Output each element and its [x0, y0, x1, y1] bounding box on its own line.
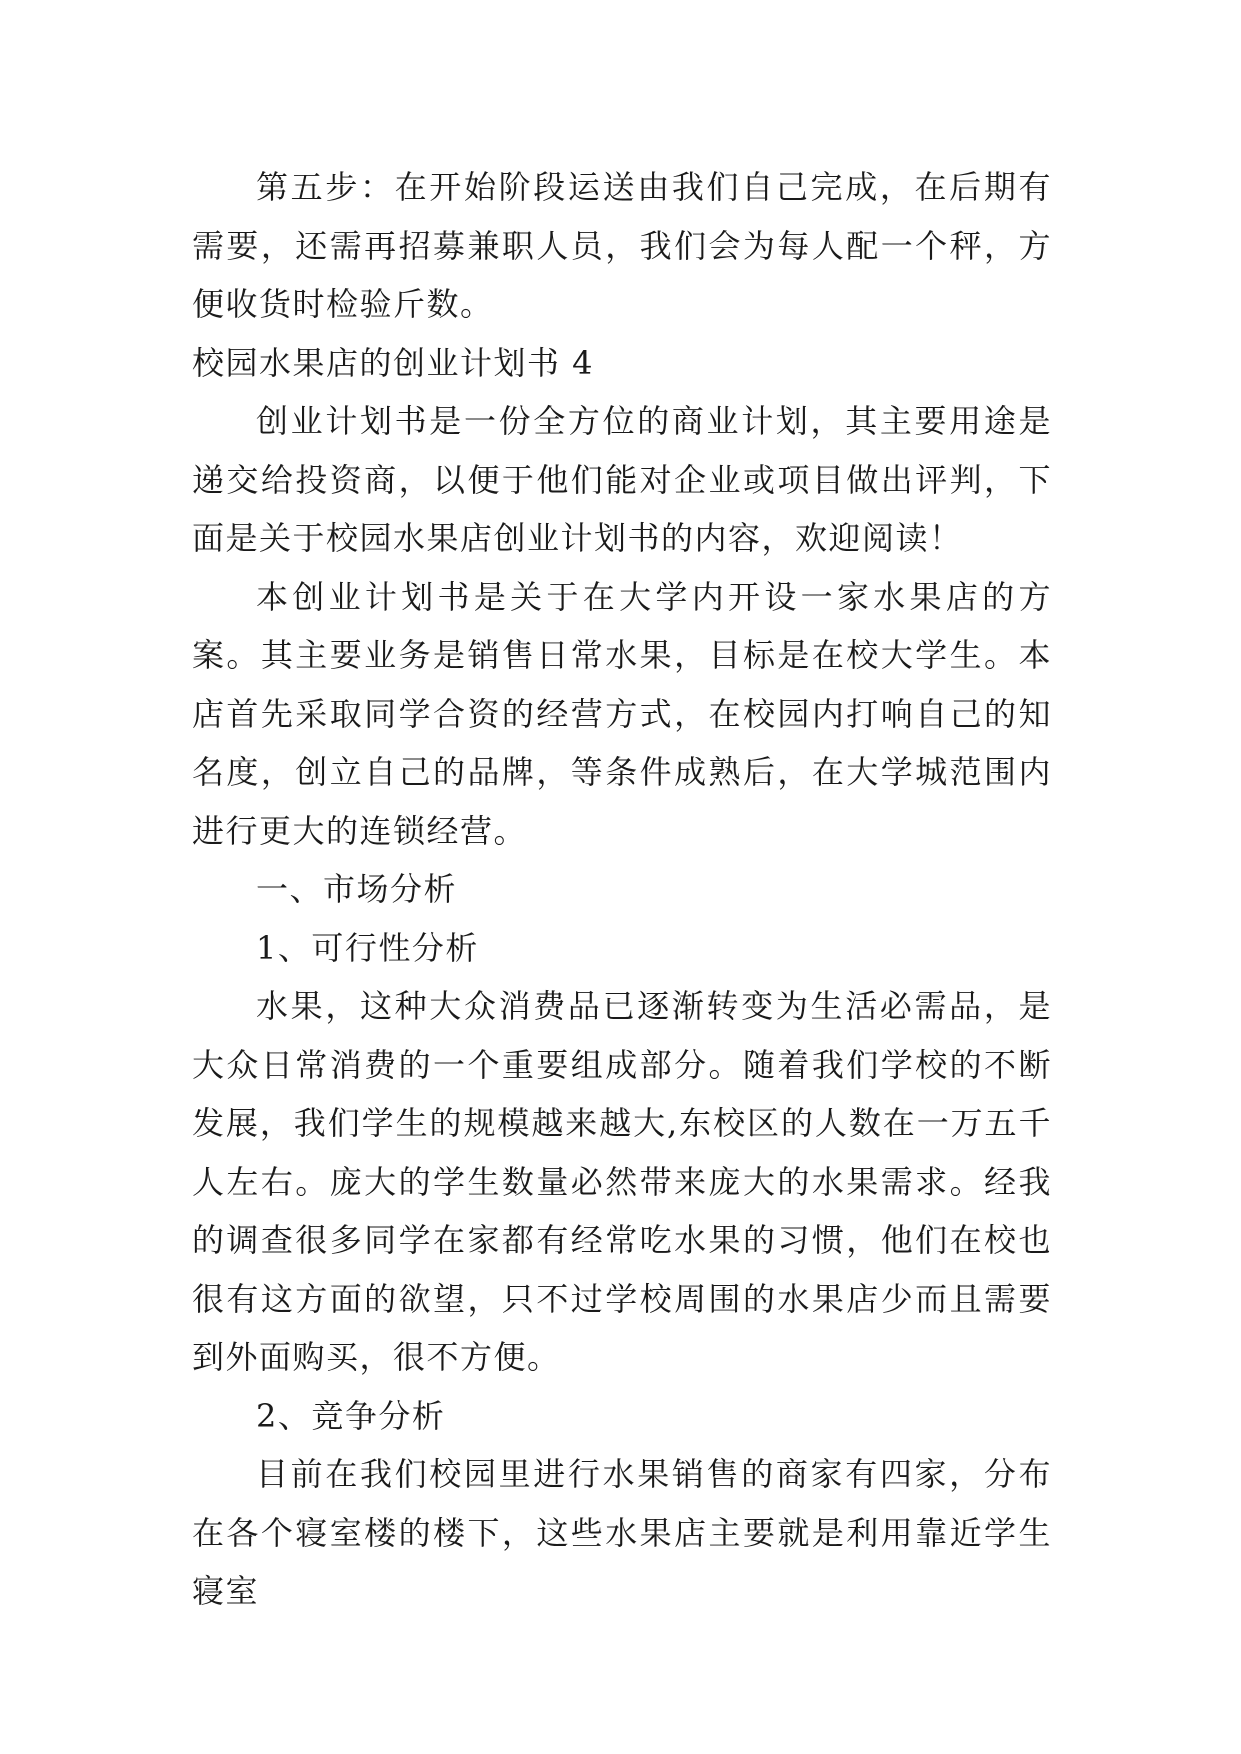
- paragraph-intro: 创业计划书是一份全方位的商业计划，其主要用途是递交给投资商，以便于他们能对企业或项目做出评判，下面是关于校园水果店创业计划书的内容，欢迎阅读！: [192, 402, 1052, 557]
- paragraph-competition: 目前在我们校园里进行水果销售的商家有四家，分布在各个寝室楼的楼下，这些水果店主要就是利用靠近学生寝室: [192, 1455, 1052, 1610]
- paragraph-feasibility: 水果，这种大众消费品已逐渐转变为生活必需品，是大众日常消费的一个重要组成部分。随着我们学校的不断发展，我们学生的规模越来越大,东校区的人数在一万五千人左右。庞大的学生数量必然带来庞大的水果需求。经我的调查很多同学在家都有经常吃水果的习惯，他们在校也很有这方面的欲望，只不过学校周围的水果店少而且需要到外面购买，很不方便。: [192, 987, 1052, 1376]
- section-heading: 校园水果店的创业计划书 4: [192, 343, 595, 382]
- document-body: [192, 158, 1052, 1621]
- paragraph-overview: 本创业计划书是关于在大学内开设一家水果店的方案。其主要业务是销售日常水果，目标是在校大学生。本店首先采取同学合资的经营方式，在校园内打响自己的知名度，创立自己的品牌，等条件成熟后，在大学城范围内进行更大的连锁经营。: [192, 577, 1052, 850]
- paragraph-step-five: 第五步：在开始阶段运送由我们自己完成，在后期有需要，还需再招募兼职人员，我们会为每人配一个秤，方便收货时检验斤数。: [192, 168, 1052, 323]
- subheading-market-analysis: 一、市场分析: [256, 870, 458, 908]
- subheading-feasibility: 1、可行性分析: [256, 928, 479, 967]
- subheading-competition: 2、竞争分析: [256, 1396, 446, 1435]
